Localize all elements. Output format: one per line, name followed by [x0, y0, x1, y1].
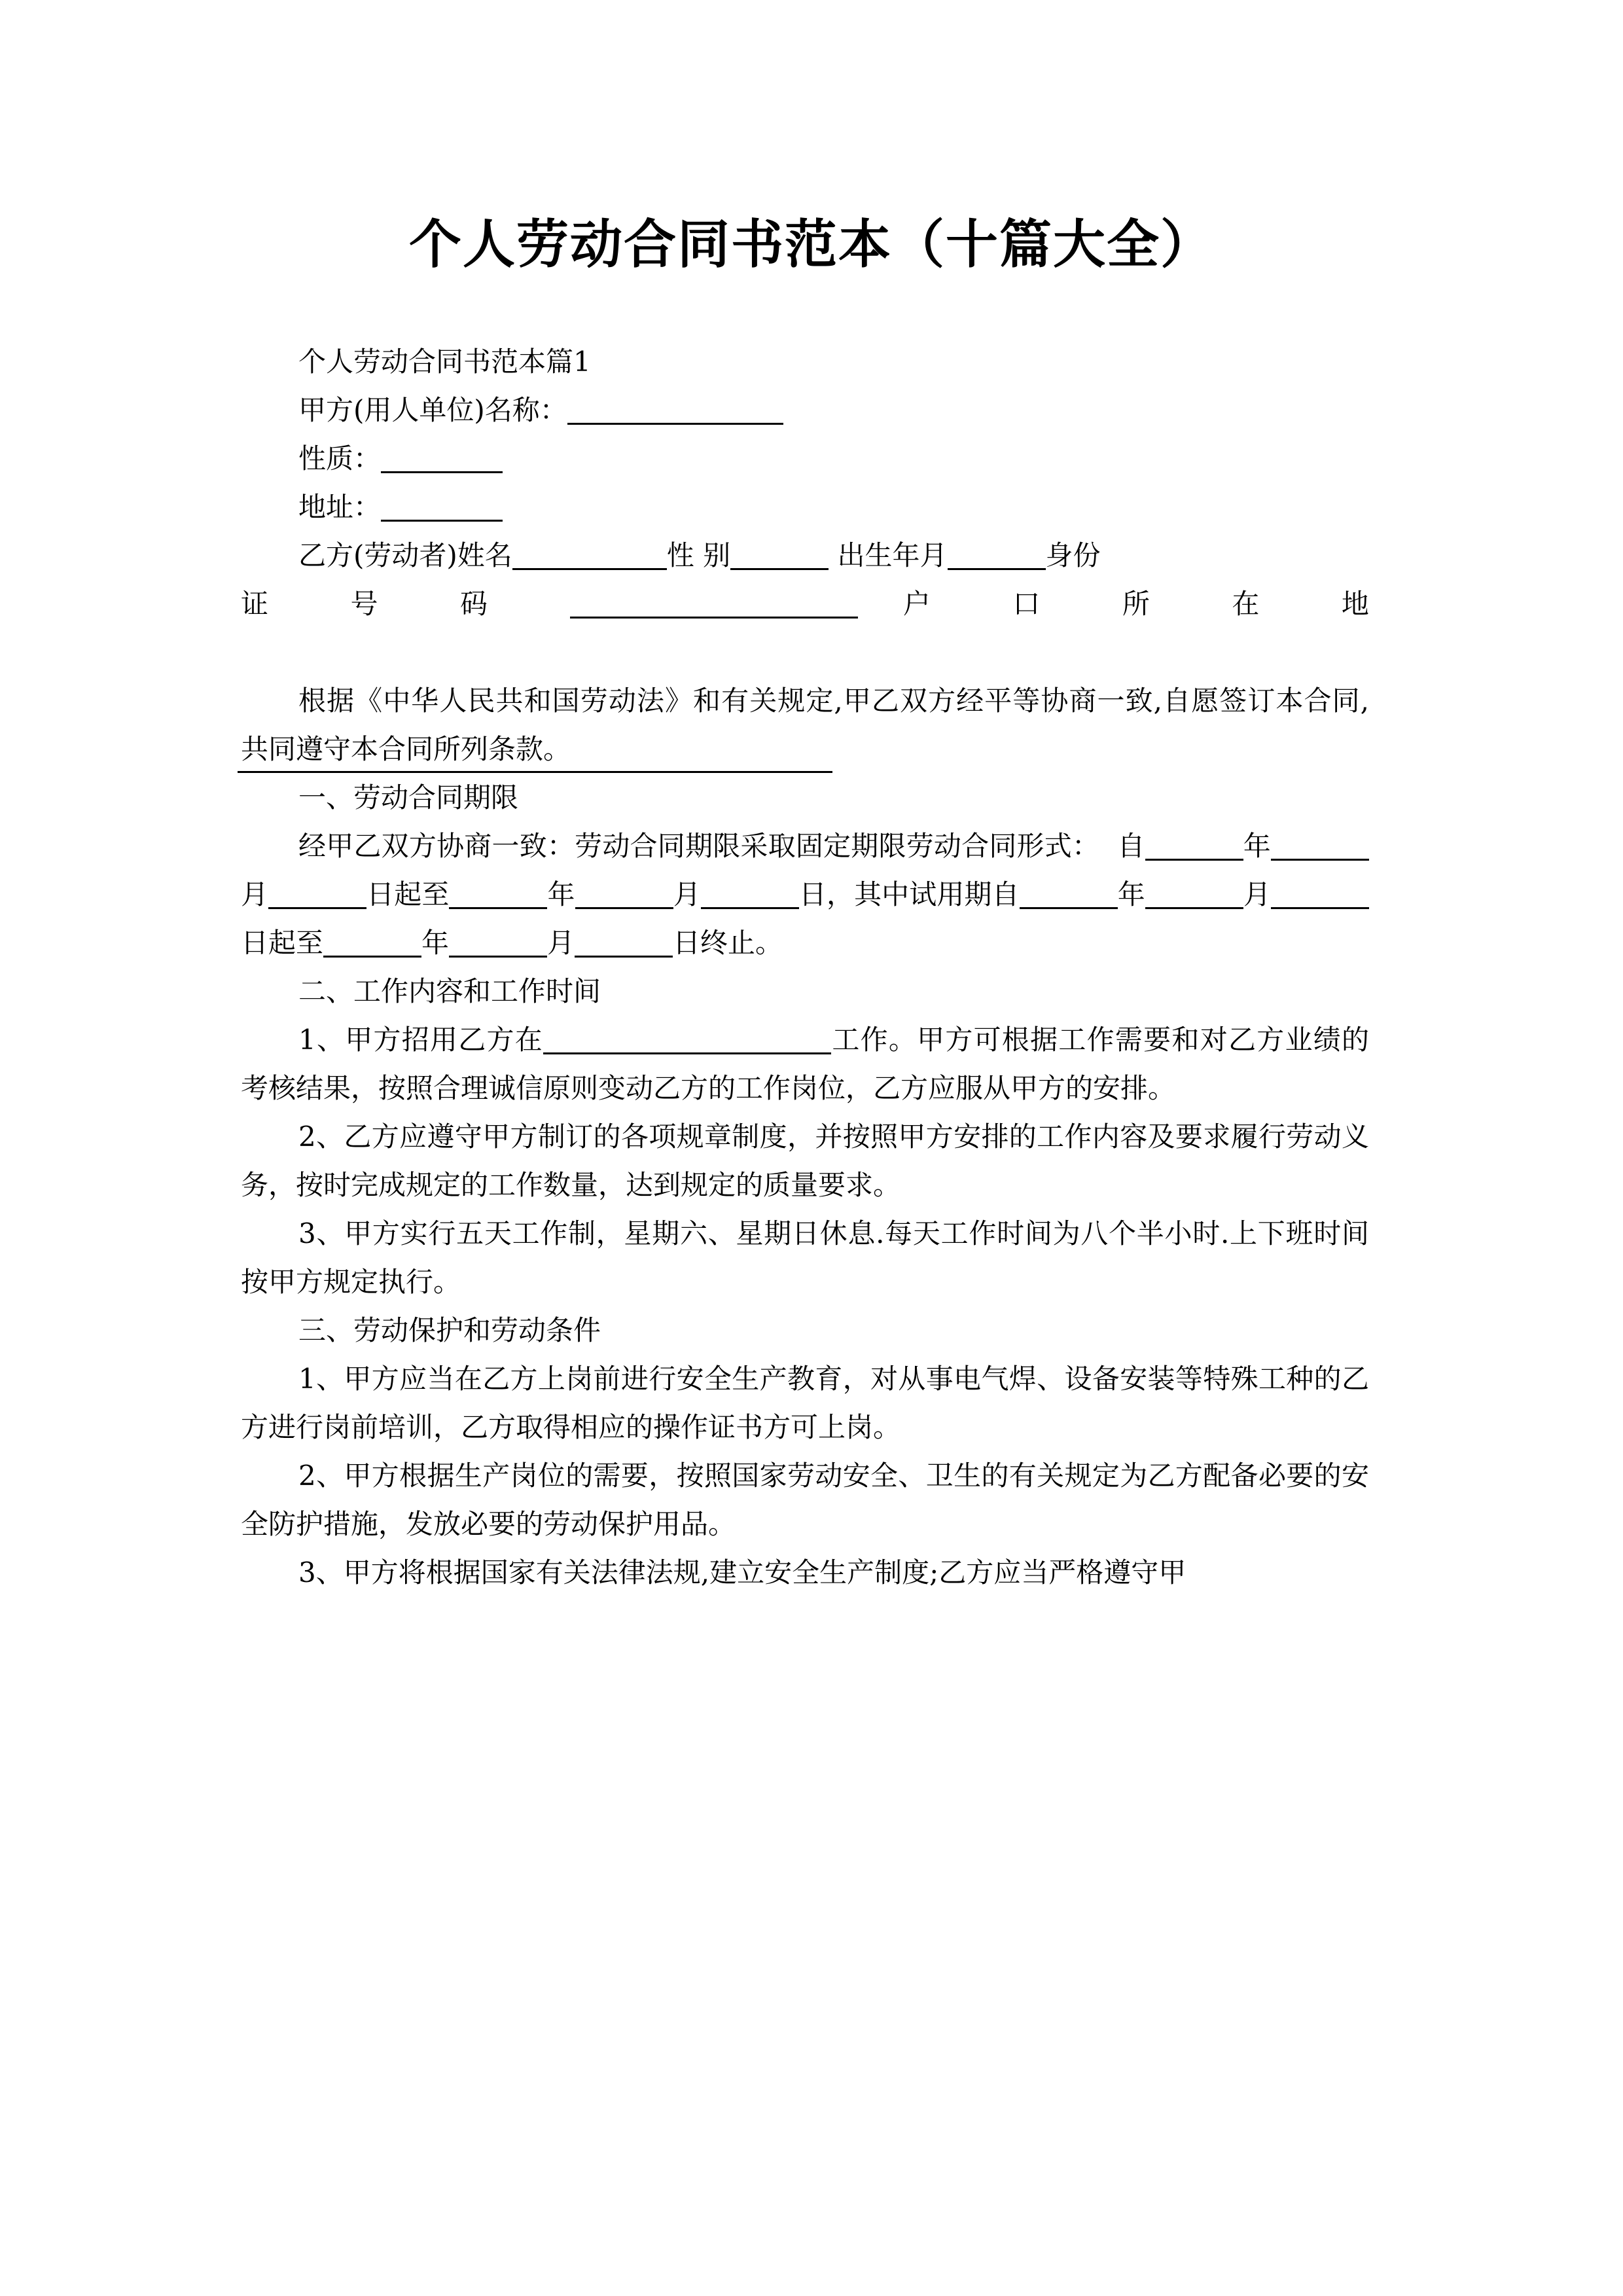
probation-month-1: 月: [1243, 878, 1271, 910]
id-label-part1: 身份: [1045, 539, 1101, 571]
contract-term-prefix: 经甲乙双方协商一致：劳动合同期限采取固定期限劳动合同形式：: [298, 830, 1100, 862]
term-from-label: 自: [1117, 830, 1145, 862]
clause-3-1-text: 1、甲方应当在乙方上岗前进行安全生产教育，对从事电气焊、设备安装等特殊工种的乙方进行岗前培训，乙方取得相应的操作证书方可上岗。: [241, 1363, 1369, 1443]
household-char-1: 户: [902, 588, 967, 620]
term-year-2: 年: [547, 878, 575, 910]
household-char-3: 所: [1122, 588, 1186, 620]
term-start-month-blank[interactable]: [1271, 833, 1369, 861]
clause-3-3-text: 3、甲方将根据国家有关法律法规,建立安全生产制度;乙方应当严格遵守甲: [298, 1556, 1186, 1588]
term-year-1: 年: [1243, 830, 1271, 862]
probation-start-month-blank[interactable]: [1145, 882, 1243, 909]
household-char-2: 口: [1012, 588, 1077, 620]
household-char-4: 在: [1232, 588, 1296, 620]
address-blank[interactable]: [381, 494, 503, 522]
page-title: 个人劳动合同书范本（十篇大全）: [409, 213, 1214, 275]
nature-blank[interactable]: [381, 446, 503, 473]
term-end-year-blank[interactable]: [449, 882, 547, 909]
preamble-text: 根据《中华人民共和国劳动法》和有关规定,甲乙双方经平等协商一致,自愿签订本合同,共同遵守本合同所列条款。: [241, 685, 1369, 765]
household-char-5: 地: [1341, 588, 1369, 620]
term-end-day-blank[interactable]: [701, 882, 799, 909]
party-a-name-blank[interactable]: [567, 397, 783, 425]
id-label-hao: 号: [350, 588, 415, 620]
id-label-zheng: 证: [241, 588, 306, 620]
probation-month-2: 月: [547, 927, 575, 959]
section-heading-1-text: 一、劳动合同期限: [298, 781, 519, 814]
term-start-day-blank[interactable]: [268, 882, 366, 909]
id-label-ma: 码: [460, 588, 525, 620]
term-month-1: 月: [241, 878, 269, 910]
probation-start-day-blank[interactable]: [1271, 882, 1369, 909]
clause-2-3: [241, 1210, 1369, 1306]
contract-term-clause: [241, 822, 1369, 967]
preamble-paragraph: [241, 677, 1369, 774]
address-line: [241, 483, 1369, 531]
birth-blank[interactable]: [948, 543, 1046, 570]
probation-year-2: 年: [421, 927, 450, 959]
term-start-year-blank[interactable]: [1145, 833, 1243, 861]
nature-line: [241, 435, 1369, 483]
section-heading-2-text: 二、工作内容和工作时间: [298, 975, 601, 1007]
probation-start-year-blank[interactable]: [1020, 882, 1118, 909]
birth-label: 出生年月: [837, 539, 948, 571]
id-number-blank[interactable]: [570, 591, 858, 619]
section-heading-3: [241, 1306, 1369, 1355]
clause-2-3-text: 3、甲方实行五天工作制，星期六、星期日休息.每天工作时间为八个半小时.上下班时间按甲方规定执行。: [241, 1217, 1369, 1298]
party-a-name-label: 甲方(用人单位)名称：: [298, 394, 567, 426]
clause-3-2: [241, 1452, 1369, 1549]
party-b-name-blank[interactable]: [512, 543, 667, 570]
party-b-name-label: 乙方(劳动者)姓名: [298, 539, 512, 571]
probation-year-1: 年: [1117, 878, 1145, 910]
document-body: [241, 338, 1369, 1597]
probation-to-label: 日起至: [241, 927, 324, 959]
probation-end-day-blank[interactable]: [575, 930, 673, 958]
clause-2-1-tail: 工作。甲方可根据工作需要和对乙方业绩的考核结果，按照合理诚信原则变动乙方的工作岗位，乙方应服从甲方的安排。: [241, 1024, 1369, 1104]
clause-3-1: [241, 1355, 1369, 1452]
work-position-blank[interactable]: [543, 1027, 831, 1054]
household-blank-line: [241, 628, 1369, 677]
clause-2-2: [241, 1113, 1369, 1210]
probation-end-label: 日终止。: [673, 927, 783, 959]
clause-2-1: [241, 1016, 1369, 1113]
probation-end-month-blank[interactable]: [449, 930, 547, 958]
clause-2-1-prefix: 1、甲方招用乙方在: [298, 1024, 544, 1056]
clause-3-2-text: 2、甲方根据生产岗位的需要，按照国家劳动安全、卫生的有关规定为乙方配备必要的安全防护措施，发放必要的劳动保护用品。: [241, 1460, 1369, 1540]
nature-label: 性质：: [298, 442, 382, 475]
term-month-2: 月: [673, 878, 701, 910]
probation-prefix: 日，其中试用期自: [798, 878, 1020, 910]
gender-blank[interactable]: [730, 543, 829, 570]
party-b-line: [241, 531, 1369, 580]
gender-label: 性 别: [666, 539, 731, 571]
address-label: 地址：: [298, 491, 382, 523]
household-address-underline[interactable]: [238, 771, 832, 773]
party-a-name-line: [241, 386, 1369, 435]
section-label: [241, 338, 1369, 386]
clause-3-3: [241, 1549, 1369, 1597]
term-end-month-blank[interactable]: [575, 882, 673, 909]
probation-end-year-blank[interactable]: [323, 930, 421, 958]
section-heading-1: [241, 774, 1369, 822]
clause-2-2-text: 2、乙方应遵守甲方制订的各项规章制度，并按照甲方安排的工作内容及要求履行劳动义务，按时完成规定的工作数量，达到规定的质量要求。: [241, 1121, 1369, 1201]
term-to-label: 日起至: [366, 878, 450, 910]
section-heading-2: [241, 967, 1369, 1016]
section-heading-3-text: 三、劳动保护和劳动条件: [298, 1314, 601, 1346]
id-household-line: [241, 580, 1369, 628]
section-label-text: 个人劳动合同书范本篇1: [298, 346, 591, 378]
